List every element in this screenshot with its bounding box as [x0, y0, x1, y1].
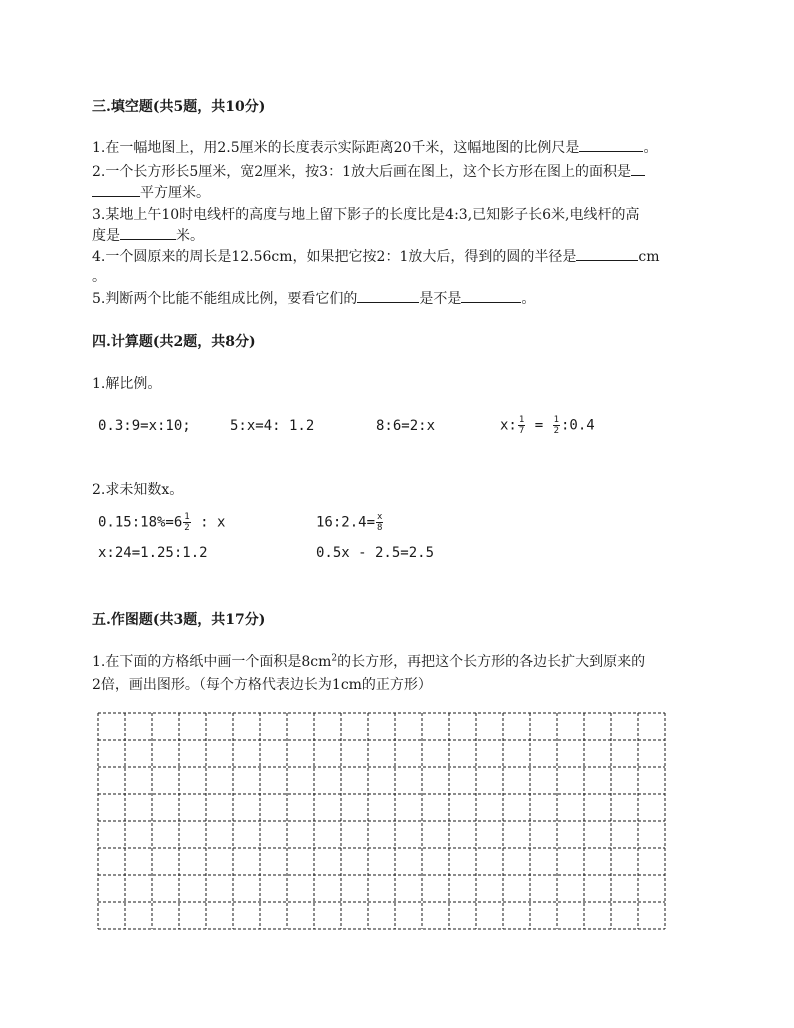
superscript: 2 — [331, 653, 338, 664]
question-3-3-line1 — [92, 204, 640, 224]
equation-4-1-c: 8:6=2:x — [376, 418, 436, 434]
question-3-3-text2b: 米。 — [176, 228, 204, 244]
question-3-4-unit: cm — [638, 249, 660, 265]
question-3-1-end: 。 — [643, 140, 658, 156]
question-3-1-text: 1.在一幅地图上，用2.5厘米的长度表示实际距离20千米，这幅地图的比例尺是 — [92, 140, 580, 156]
grid-paper[interactable] — [97, 712, 677, 930]
answer-blank[interactable] — [631, 163, 645, 176]
answer-blank[interactable] — [579, 139, 643, 152]
question-3-4-text: 4.一个圆原来的周长是12.56cm，如果把它按2：1放大后，得到的圆的半径是 — [92, 249, 577, 265]
answer-blank[interactable] — [576, 248, 638, 261]
equation-4-2-b — [316, 512, 384, 533]
fraction — [183, 512, 190, 533]
question-3-5 — [92, 288, 535, 308]
answer-blank[interactable] — [92, 184, 140, 197]
fraction-denominator: 2 — [184, 523, 190, 533]
question-4-2-title: 2.求未知数x。 — [92, 482, 184, 498]
answer-blank[interactable] — [357, 290, 419, 303]
eq-part: x: — [500, 417, 517, 434]
question-3-2-line2 — [92, 182, 210, 202]
fraction — [376, 512, 383, 533]
question-5-1-line2: 2倍，画出图形。（每个方格代表边长为1cm的正方形） — [92, 677, 432, 693]
answer-blank[interactable] — [120, 227, 176, 240]
fraction — [553, 415, 560, 436]
question-3-5-text: 5.判断两个比能不能组成比例，要看它们的 — [92, 291, 358, 307]
question-4-1-title: 1.解比例。 — [92, 376, 162, 392]
equation-4-2-d: 0.5x - 2.5=2.5 — [316, 545, 435, 561]
question-5-1-line1 — [92, 651, 645, 671]
question-3-4 — [92, 246, 660, 266]
section3-title: 三.填空题(共5题，共10分) — [92, 99, 266, 115]
question-3-2-unit: 平方厘米。 — [140, 185, 210, 201]
equation-4-2-a — [98, 512, 225, 533]
fraction-numerator: 1 — [184, 512, 190, 522]
fraction-denominator: 8 — [377, 523, 383, 533]
fraction-numerator: 1 — [553, 415, 559, 425]
eq-part: : x — [191, 514, 226, 531]
eq-part: 16:2.4= — [316, 514, 376, 531]
section4-title: 四.计算题(共2题，共8分) — [92, 334, 256, 350]
equation-4-1-b: 5:x=4: 1.2 — [230, 418, 315, 434]
equation-4-1-a: 0.3:9=x:10; — [98, 418, 191, 434]
question-3-4-end: 。 — [92, 269, 106, 285]
question-3-3-line2 — [92, 225, 204, 245]
fraction-denominator: 7 — [518, 426, 525, 436]
question-3-3-text2a: 度是 — [92, 228, 120, 244]
question-3-2-line1 — [92, 161, 645, 181]
section5-title: 五.作图题(共3题，共17分) — [92, 612, 266, 628]
fraction-numerator: x — [377, 512, 383, 522]
equation-4-2-c: x:24=1.25:1.2 — [98, 545, 208, 561]
question-3-1 — [92, 137, 657, 157]
question-5-1-text: 1.在下面的方格纸中画一个面积是8cm — [92, 654, 332, 670]
fraction — [518, 415, 525, 436]
fraction-denominator: 2 — [553, 426, 559, 436]
question-3-3-text: 3.某地上午10时电线杆的高度与地上留下影子的长度比是4:3,已知影子长6米,电线杆的高 — [92, 207, 640, 223]
eq-part: 0.15:18%=6 — [98, 514, 183, 531]
question-3-5-end: 。 — [521, 291, 536, 307]
eq-part: :0.4 — [561, 417, 595, 434]
equation-4-1-d — [500, 415, 595, 436]
fraction-numerator: 1 — [518, 415, 525, 425]
answer-blank[interactable] — [461, 290, 521, 303]
question-5-1-text-cont: 的长方形，再把这个长方形的各边长扩大到原来的 — [337, 654, 646, 670]
eq-part: = — [526, 417, 552, 434]
question-3-5-mid: 是不是 — [419, 291, 462, 307]
question-3-2-text: 2.一个长方形长5厘米，宽2厘米，按3：1放大后画在图上，这个长方形在图上的面积是 — [92, 164, 631, 180]
